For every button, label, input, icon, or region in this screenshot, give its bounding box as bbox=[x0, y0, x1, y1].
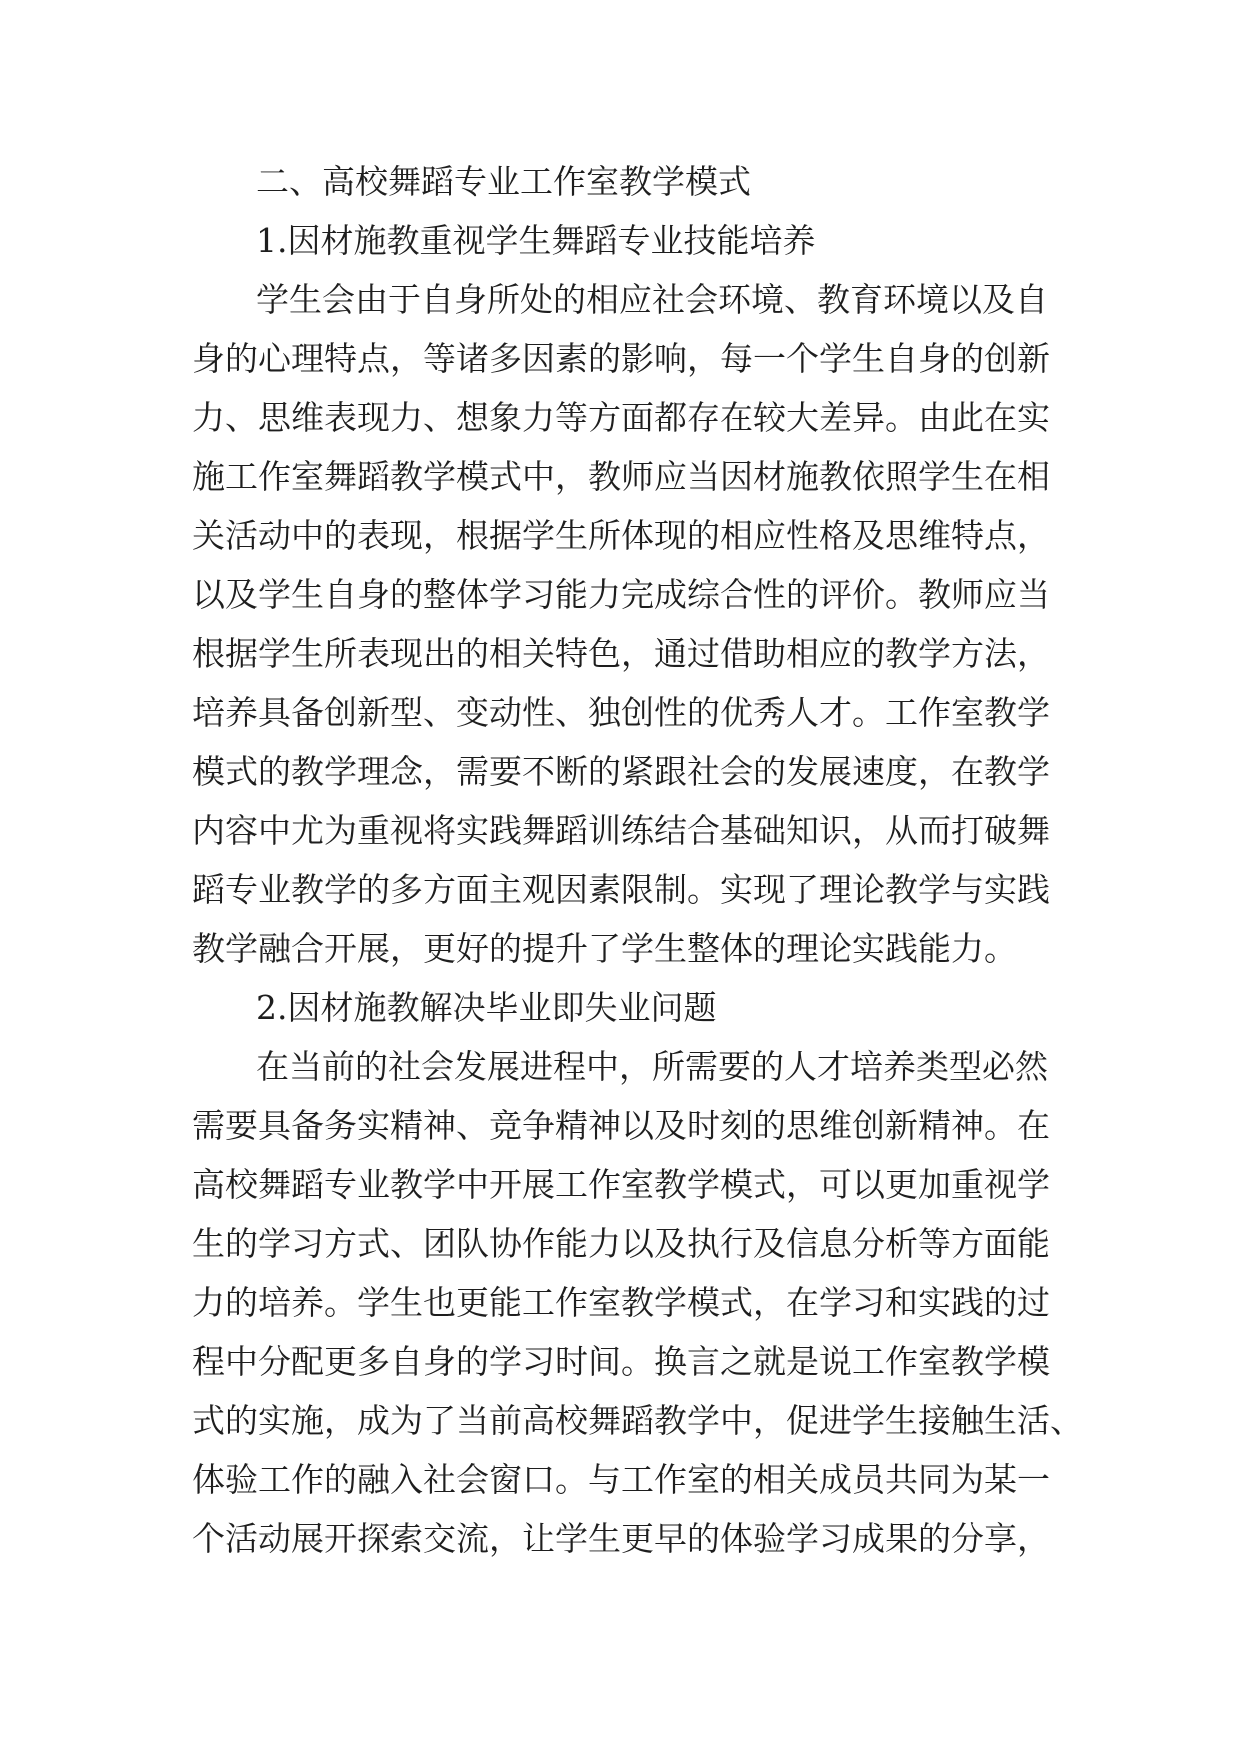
paragraph-1-line: 培养具备创新型、变动性、独创性的优秀人才。工作室教学 bbox=[192, 693, 1050, 732]
paragraph-1-line: 力、思维表现力、想象力等方面都存在较大差异。由此在实 bbox=[192, 398, 1050, 437]
paragraph-1-line: 关活动中的表现，根据学生所体现的相应性格及思维特点， bbox=[192, 516, 1050, 555]
paragraph-1-line: 模式的教学理念，需要不断的紧跟社会的发展速度，在教学 bbox=[192, 752, 1050, 791]
paragraph-1-line: 以及学生自身的整体学习能力完成综合性的评价。教师应当 bbox=[192, 575, 1050, 614]
paragraph-1-line: 学生会由于自身所处的相应社会环境、教育环境以及自 bbox=[256, 280, 1048, 319]
subsection-1-title: 1.因材施教重视学生舞蹈专业技能培养 bbox=[256, 221, 816, 260]
subsection-2-title: 2.因材施教解决毕业即失业问题 bbox=[256, 988, 717, 1027]
paragraph-2-line: 力的培养。学生也更能工作室教学模式，在学习和实践的过 bbox=[192, 1283, 1050, 1322]
paragraph-1-line: 内容中尤为重视将实践舞蹈训练结合基础知识，从而打破舞 bbox=[192, 811, 1050, 850]
paragraph-2-line: 在当前的社会发展进程中，所需要的人才培养类型必然 bbox=[256, 1047, 1048, 1086]
paragraph-2-line: 个活动展开探索交流，让学生更早的体验学习成果的分享， bbox=[192, 1519, 1050, 1558]
paragraph-1-line: 施工作室舞蹈教学模式中，教师应当因材施教依照学生在相 bbox=[192, 457, 1050, 496]
paragraph-2-line: 体验工作的融入社会窗口。与工作室的相关成员共同为某一 bbox=[192, 1460, 1050, 1499]
paragraph-2-line: 生的学习方式、团队协作能力以及执行及信息分析等方面能 bbox=[192, 1224, 1050, 1263]
paragraph-2-line: 程中分配更多自身的学习时间。换言之就是说工作室教学模 bbox=[192, 1342, 1050, 1381]
paragraph-1-line: 根据学生所表现出的相关特色，通过借助相应的教学方法， bbox=[192, 634, 1050, 673]
section-title: 二、高校舞蹈专业工作室教学模式 bbox=[256, 162, 751, 201]
paragraph-1-line: 蹈专业教学的多方面主观因素限制。实现了理论教学与实践 bbox=[192, 870, 1050, 909]
paragraph-2-line: 式的实施，成为了当前高校舞蹈教学中，促进学生接触生活、 bbox=[192, 1401, 1083, 1440]
paragraph-1-line: 教学融合开展，更好的提升了学生整体的理论实践能力。 bbox=[192, 929, 1017, 968]
paragraph-2-line: 需要具备务实精神、竞争精神以及时刻的思维创新精神。在 bbox=[192, 1106, 1050, 1145]
paragraph-2-line: 高校舞蹈专业教学中开展工作室教学模式，可以更加重视学 bbox=[192, 1165, 1050, 1204]
paragraph-1-line: 身的心理特点，等诸多因素的影响，每一个学生自身的创新 bbox=[192, 339, 1050, 378]
